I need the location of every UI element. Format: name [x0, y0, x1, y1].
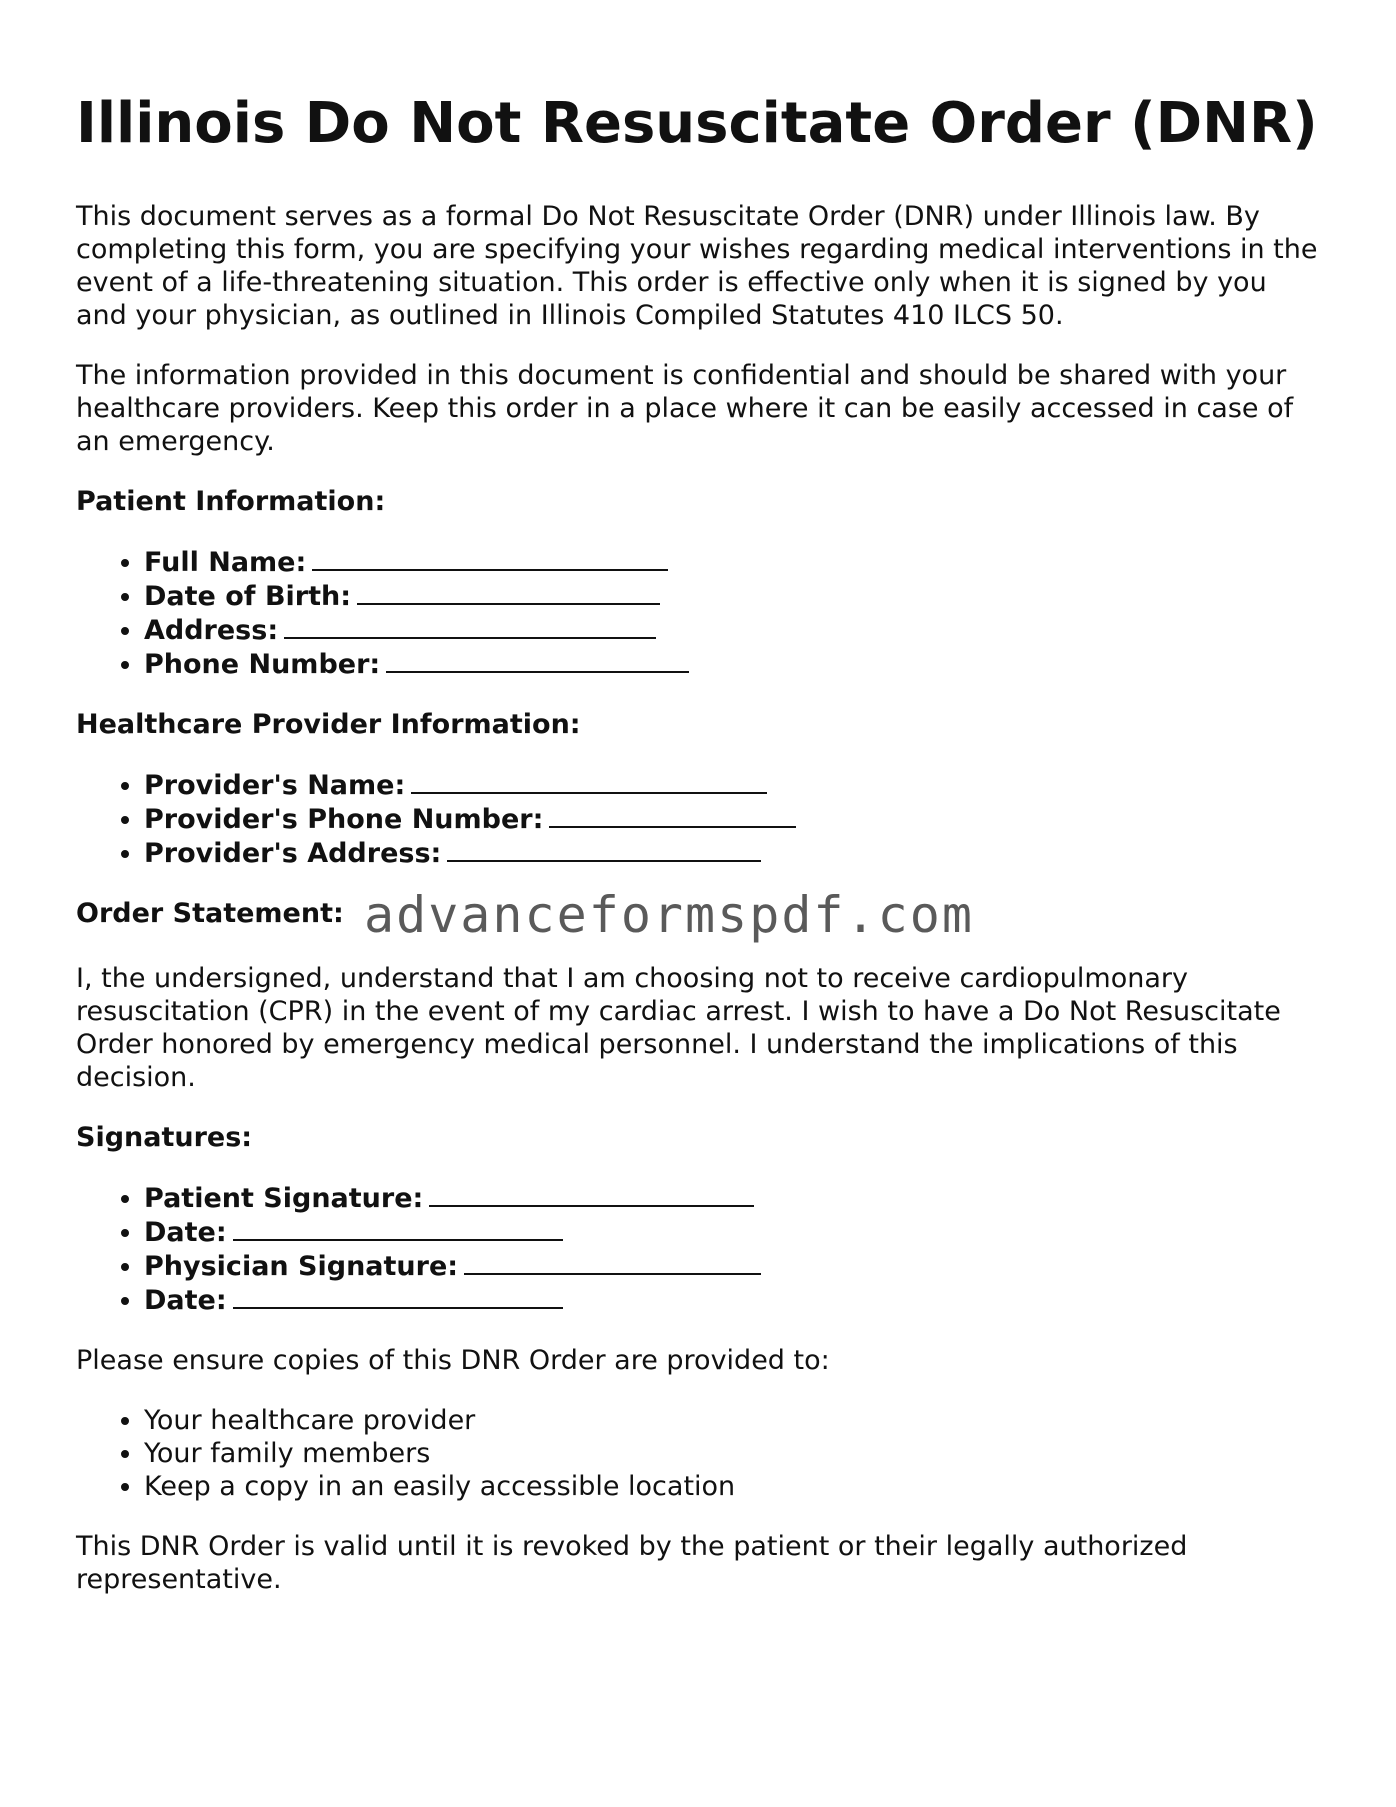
signatures-list — [76, 1181, 1326, 1317]
patient-info-heading: Patient Information: — [76, 486, 386, 518]
intro-paragraph-2: The information provided in this document is confidential and should be shared with your healthcare providers. Keep this order in a place where it can be easily accessed in case of an emergency. — [76, 360, 1294, 458]
phone-number-field — [144, 647, 1326, 681]
field-label: Provider's Address: — [144, 838, 442, 870]
copies-intro: Please ensure copies of this DNR Order are provided to: — [76, 1345, 830, 1377]
field-label: Provider's Phone Number: — [144, 804, 544, 836]
field-label: Date: — [144, 1285, 227, 1317]
provider-address-blank[interactable] — [447, 836, 761, 862]
order-statement-text: I, the undersigned, understand that I am choosing not to receive cardiopulmonary resuscitation (CPR) in the event of my cardiac arrest. I wish to have a Do Not Resuscitate Order honored by emergency medical personnel. I understand the implications of this decision. — [76, 963, 1281, 1094]
list-item: • Keep a copy in an easily accessible location — [144, 1470, 1326, 1503]
watermark-text: advanceformspdf.com — [364, 886, 974, 945]
closing-paragraph: This DNR Order is valid until it is revoked by the patient or their legally authorized representative. — [76, 1531, 1188, 1596]
date-of-birth-field — [144, 579, 1326, 613]
provider-info-heading: Healthcare Provider Information: — [76, 709, 581, 741]
order-statement-heading: Order Statement: — [76, 898, 344, 930]
document-page — [76, 92, 1326, 1623]
patient-date-blank[interactable] — [233, 1215, 563, 1241]
list-item: • Your healthcare provider — [144, 1404, 1326, 1437]
provider-phone-blank[interactable] — [549, 802, 796, 828]
signatures-heading: Signatures: — [76, 1122, 253, 1154]
field-label: Date: — [144, 1217, 227, 1249]
field-label: Provider's Name: — [144, 770, 406, 802]
document-title: Illinois Do Not Resuscitate Order (DNR) — [76, 91, 1318, 156]
full-name-field — [144, 545, 1326, 579]
provider-name-field — [144, 768, 1326, 802]
physician-signature-field — [144, 1249, 1326, 1283]
physician-date-field — [144, 1283, 1326, 1317]
intro-paragraph-1: This document serves as a formal Do Not Resuscitate Order (DNR) under Illinois law. By completing this form, you are specifying your wishes regarding medical interventions in the event of a life-threatening situation. This order is effective only when it is signed by you and your physician, as outlined in Illinois Compiled Statutes 410 ILCS 50. — [76, 201, 1318, 332]
physician-signature-blank[interactable] — [464, 1249, 761, 1275]
provider-info-list — [76, 768, 1326, 870]
provider-name-blank[interactable] — [411, 768, 767, 794]
list-item: • Your family members — [144, 1437, 1326, 1470]
physician-date-blank[interactable] — [233, 1283, 563, 1309]
address-blank[interactable] — [284, 613, 656, 639]
patient-info-list — [76, 545, 1326, 681]
field-label: Address: — [144, 615, 279, 647]
field-label: Phone Number: — [144, 649, 381, 681]
field-label: Full Name: — [144, 547, 307, 579]
provider-address-field — [144, 836, 1326, 870]
order-statement-header — [76, 886, 1326, 945]
field-label: Date of Birth: — [144, 581, 352, 613]
patient-signature-field — [144, 1181, 1326, 1215]
field-label: Patient Signature: — [144, 1183, 424, 1215]
phone-number-blank[interactable] — [386, 647, 689, 673]
full-name-blank[interactable] — [312, 545, 668, 571]
field-label: Physician Signature: — [144, 1251, 459, 1283]
copies-list — [76, 1404, 1326, 1503]
date-of-birth-blank[interactable] — [357, 579, 660, 605]
provider-phone-field — [144, 802, 1326, 836]
patient-signature-blank[interactable] — [429, 1181, 754, 1207]
patient-date-field — [144, 1215, 1326, 1249]
address-field — [144, 613, 1326, 647]
